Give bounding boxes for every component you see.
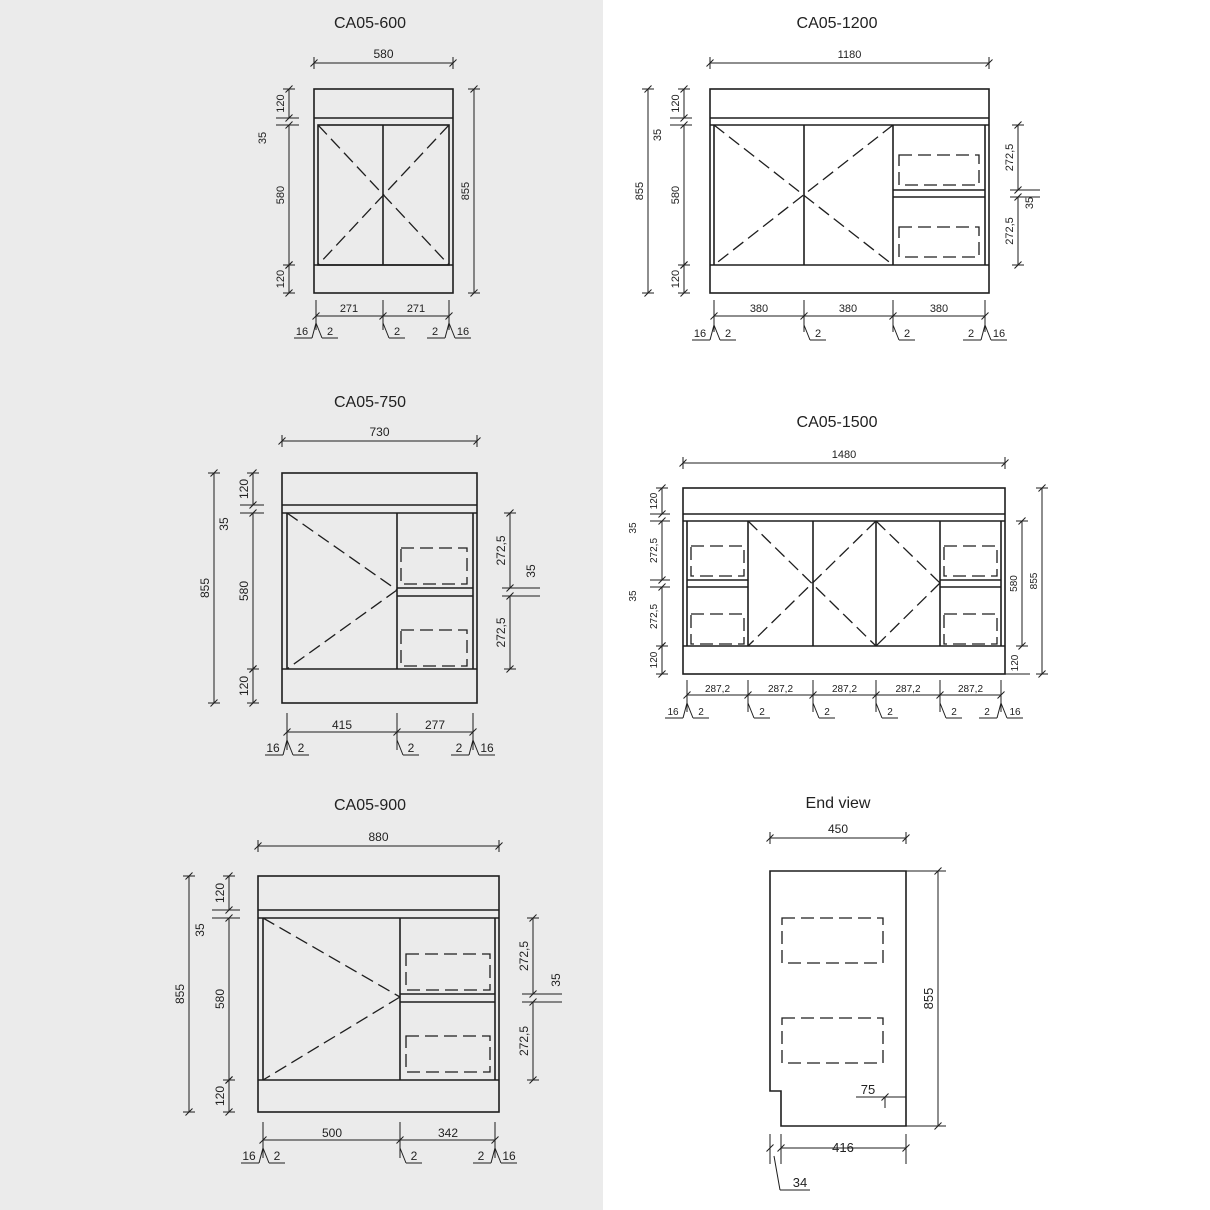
dimension-label: 2 <box>297 741 305 755</box>
leader-line <box>813 703 819 718</box>
drawing-title: CA05-900 <box>333 797 407 814</box>
drawing-title: CA05-600 <box>333 15 407 32</box>
drawing-ca05-900 <box>173 795 946 1190</box>
dimension-label: 2 <box>903 328 911 340</box>
leader-line <box>710 325 714 340</box>
dimension-label: 287,2 <box>831 684 858 695</box>
leader-line <box>491 1148 495 1163</box>
drawer-outline <box>401 548 467 584</box>
dimension-label: 580 <box>237 580 251 602</box>
dimension-label: 2 <box>393 326 401 338</box>
dimension-label: 416 <box>832 1140 854 1155</box>
cabinet-outline <box>710 89 989 293</box>
dimension-label: 16 <box>456 326 470 338</box>
leader-line <box>687 703 693 718</box>
dimension-label: 2 <box>273 1149 281 1163</box>
dimension-label: 500 <box>321 1126 343 1140</box>
dimension-label: 2 <box>724 328 732 340</box>
dimension-label: 380 <box>929 303 949 315</box>
dimension-label: 35 <box>217 517 231 531</box>
dimension-label: 120 <box>670 94 682 113</box>
dimension-label: 35 <box>524 564 538 578</box>
dimension-label: 2 <box>759 707 765 718</box>
leader-line <box>259 1148 263 1163</box>
drawing-title: CA05-1500 <box>796 414 878 431</box>
drawer-outline <box>944 546 997 576</box>
dimension-label: 2 <box>984 707 990 718</box>
dimension-label: 16 <box>266 741 280 755</box>
leader-line <box>985 325 991 340</box>
dimension-label: 880 <box>368 830 389 844</box>
drawer-outline <box>782 918 883 963</box>
dimension-label: 287,2 <box>767 684 794 695</box>
leader-line <box>312 323 316 338</box>
dimension-label: 287,2 <box>704 684 731 695</box>
dimension-label: 16 <box>667 707 679 718</box>
dimension-label: 380 <box>838 303 858 315</box>
dimension-label: 855 <box>1029 572 1040 590</box>
dimension-label: 2 <box>326 326 334 338</box>
dimension-label: 272,5 <box>517 1025 531 1057</box>
dimension-label: 16 <box>242 1149 256 1163</box>
dimension-label: 272,5 <box>494 617 508 648</box>
dimension-label: 2 <box>951 707 957 718</box>
leader-line <box>893 325 899 340</box>
dimension-label: 272,5 <box>649 537 660 564</box>
drawer-outline <box>782 1018 883 1063</box>
dimension-label: 120 <box>275 269 287 289</box>
dimension-label: 120 <box>213 1085 227 1107</box>
dimension-label: 580 <box>670 185 682 205</box>
dimension-label: 35 <box>257 131 269 145</box>
leader-line <box>774 1156 780 1190</box>
dimension-label: 730 <box>369 425 390 439</box>
dimension-label: 2 <box>455 741 463 755</box>
drawer-outline <box>406 954 490 990</box>
dimension-label: 34 <box>792 1175 808 1190</box>
dimension-label: 580 <box>1009 575 1020 592</box>
leader-line <box>469 740 473 755</box>
dimension-label: 35 <box>628 522 639 534</box>
drawing-title: End view <box>805 795 871 812</box>
leader-line <box>283 740 287 755</box>
dimension-label: 2 <box>698 707 704 718</box>
dimension-label: 120 <box>649 492 660 510</box>
drawing-ca05-600 <box>173 15 1048 1190</box>
leader-line <box>445 323 449 338</box>
dimension-label: 16 <box>992 328 1006 340</box>
dimension-label: 272,5 <box>494 535 508 566</box>
dimension-label: 2 <box>407 741 415 755</box>
door-swing-line <box>263 918 400 997</box>
dimension-label: 16 <box>1009 707 1021 718</box>
dimension-label: 120 <box>649 651 660 669</box>
dimension-label: 415 <box>331 718 353 732</box>
leader-line <box>804 325 810 340</box>
drawer-outline <box>691 546 744 576</box>
dimension-label: 855 <box>460 181 472 201</box>
door-swing-line <box>263 997 400 1080</box>
dimension-label: 2 <box>824 707 830 718</box>
leader-line <box>316 323 322 338</box>
dimension-label: 35 <box>652 128 664 142</box>
dimension-label: 120 <box>670 269 682 289</box>
dimension-label: 35 <box>628 590 639 602</box>
end-panel-outline <box>770 871 906 1126</box>
dimension-label: 120 <box>237 478 251 500</box>
dimension-label: 16 <box>480 741 494 755</box>
dimension-label: 2 <box>967 328 975 340</box>
dimension-label: 855 <box>634 181 646 201</box>
door-swing-line <box>876 583 940 646</box>
dimension-label: 2 <box>887 707 893 718</box>
drawing-title: CA05-1200 <box>796 15 878 32</box>
leader-line <box>400 1148 406 1163</box>
dimension-label: 272,5 <box>649 603 660 630</box>
drawer-outline <box>899 227 979 257</box>
dimension-label: 120 <box>275 94 287 113</box>
drawing-title: CA05-750 <box>333 394 407 411</box>
door-swing-line <box>287 590 397 669</box>
leader-line <box>449 323 455 338</box>
dimension-label: 277 <box>424 718 446 732</box>
dimension-label: 35 <box>1024 196 1036 210</box>
dimension-label: 450 <box>827 822 849 836</box>
dimension-label: 580 <box>213 988 227 1010</box>
leader-line <box>383 323 389 338</box>
drawing-ca05-750 <box>173 394 1048 1190</box>
drawing-ca05-1200 <box>173 15 1048 1190</box>
dimension-label: 342 <box>437 1126 459 1140</box>
dimension-label: 287,2 <box>895 684 921 695</box>
dimension-label: 35 <box>193 923 207 937</box>
leader-line <box>981 325 985 340</box>
dimension-label: 855 <box>173 983 187 1005</box>
drawer-outline <box>406 1036 490 1072</box>
dimension-label: 272,5 <box>1004 217 1016 245</box>
dimension-label: 1180 <box>837 49 862 61</box>
drawer-outline <box>401 630 467 666</box>
leader-line <box>876 703 882 718</box>
dimension-label: 271 <box>339 303 359 315</box>
dimension-label: 2 <box>477 1149 485 1163</box>
drawer-outline <box>899 155 979 185</box>
leader-line <box>287 740 293 755</box>
dimension-label: 287,2 <box>957 684 984 695</box>
dimension-label: 75 <box>860 1082 876 1097</box>
door-swing-line <box>876 521 940 583</box>
leader-line <box>397 740 403 755</box>
dimension-label: 16 <box>693 328 707 340</box>
leader-line <box>495 1148 501 1163</box>
door-swing-line <box>287 513 397 590</box>
dimension-label: 855 <box>921 987 936 1010</box>
dimension-label: 580 <box>275 185 287 205</box>
dimension-label: 855 <box>198 577 212 599</box>
dimension-label: 380 <box>749 303 769 315</box>
drawing-ca05-1500 <box>173 414 1048 1190</box>
drawing-end-view <box>767 795 947 1190</box>
dimension-label: 120 <box>1010 654 1021 672</box>
dimension-label: 2 <box>410 1149 418 1163</box>
leader-line <box>940 703 946 718</box>
dimension-label: 272,5 <box>517 940 531 972</box>
leader-line <box>1001 703 1007 718</box>
dimension-label: 2 <box>814 328 822 340</box>
leader-line <box>683 703 687 718</box>
leader-line <box>997 703 1001 718</box>
leader-line <box>473 740 479 755</box>
dimension-label: 120 <box>237 675 251 697</box>
drawer-outline <box>691 614 744 644</box>
dimension-label: 1480 <box>831 449 857 461</box>
dimension-label: 16 <box>502 1149 516 1163</box>
drawer-outline <box>944 614 997 644</box>
leader-line <box>714 325 720 340</box>
dimension-label: 16 <box>295 326 309 338</box>
dimension-label: 2 <box>431 326 439 338</box>
leader-line <box>263 1148 269 1163</box>
dimension-label: 272,5 <box>1004 143 1016 172</box>
dimension-label: 580 <box>373 47 394 61</box>
dimension-label: 35 <box>549 973 563 987</box>
leader-line <box>748 703 754 718</box>
dimension-label: 120 <box>213 882 227 904</box>
dimension-label: 271 <box>406 303 426 315</box>
